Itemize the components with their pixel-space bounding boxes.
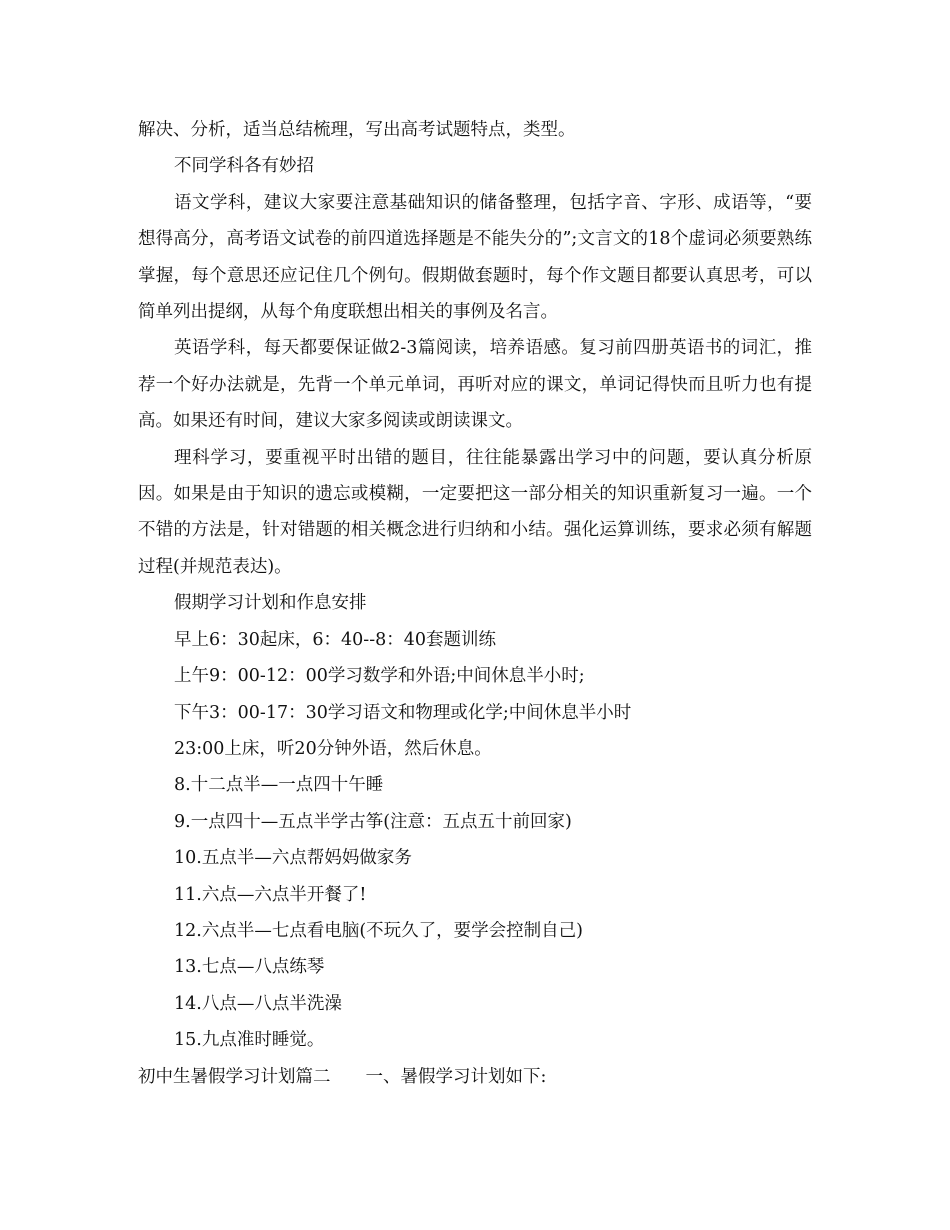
- schedule-item: 15.九点准时睡觉。: [174, 1030, 325, 1051]
- schedule-item: 早上6：30起床，6：40--8：40套题训练: [174, 629, 497, 650]
- schedule-item: 下午3：00-17：30学习语文和物理或化学;中间休息半小时: [174, 702, 632, 723]
- schedule-item: 上午9：00-12：00学习数学和外语;中间休息半小时;: [174, 666, 585, 687]
- section-title-part-two: 初中生暑假学习计划篇二 一、暑假学习计划如下:: [138, 1066, 547, 1087]
- schedule-item: 10.五点半—六点帮妈妈做家务: [174, 848, 412, 869]
- schedule-item: 14.八点—八点半洗澡: [174, 993, 342, 1014]
- section-heading-subjects: 不同学科各有妙招: [174, 156, 314, 177]
- schedule-item: 13.七点—八点练琴: [174, 957, 325, 978]
- paragraph-continuation: 解决、分析，适当总结梳理，写出高考试题特点，类型。: [138, 120, 576, 140]
- paragraph-chinese: 语文学科，建议大家要注意基础知识的储备整理，包括字音、字形、成语等，“要想得高分，高考语文试卷的前四道选择题是不能失分的”;文言文的18个虚词必须要熟练掌握，每个意思还应记住几个例句。假期做套题时，每个作文题目都要认真思考，可以简单列出提纲，从每个角度联想出相关的事例及名言。: [138, 192, 812, 323]
- schedule-item: 23:00上床，听20分钟外语，然后休息。: [174, 738, 492, 759]
- paragraph-english: 英语学科，每天都要保证做2-3篇阅读，培养语感。复习前四册英语书的词汇，推荐一个好办法就是，先背一个单元单词，再听对应的课文，单词记得快而且听力也有提高。如果还有时间，建议大家多阅读或朗读课文。: [138, 338, 812, 432]
- schedule-item: 9.一点四十—五点半学古筝(注意：五点五十前回家): [174, 811, 572, 832]
- paragraph-science: 理科学习，要重视平时出错的题目，往往能暴露出学习中的问题，要认真分析原因。如果是由于知识的遗忘或模糊，一定要把这一部分相关的知识重新复习一遍。一个不错的方法是，针对错题的相关概念进行归纳和小结。强化运算训练，要求必须有解题过程(并规范表达)。: [138, 447, 812, 577]
- section-heading-schedule: 假期学习计划和作息安排: [174, 593, 367, 614]
- schedule-item: 11.六点—六点半开餐了!: [174, 884, 367, 905]
- document-body: [138, 112, 812, 1095]
- schedule-item: 12.六点半—七点看电脑(不玩久了，要学会控制自己): [174, 920, 583, 941]
- schedule-item: 8.十二点半—一点四十午睡: [174, 775, 384, 796]
